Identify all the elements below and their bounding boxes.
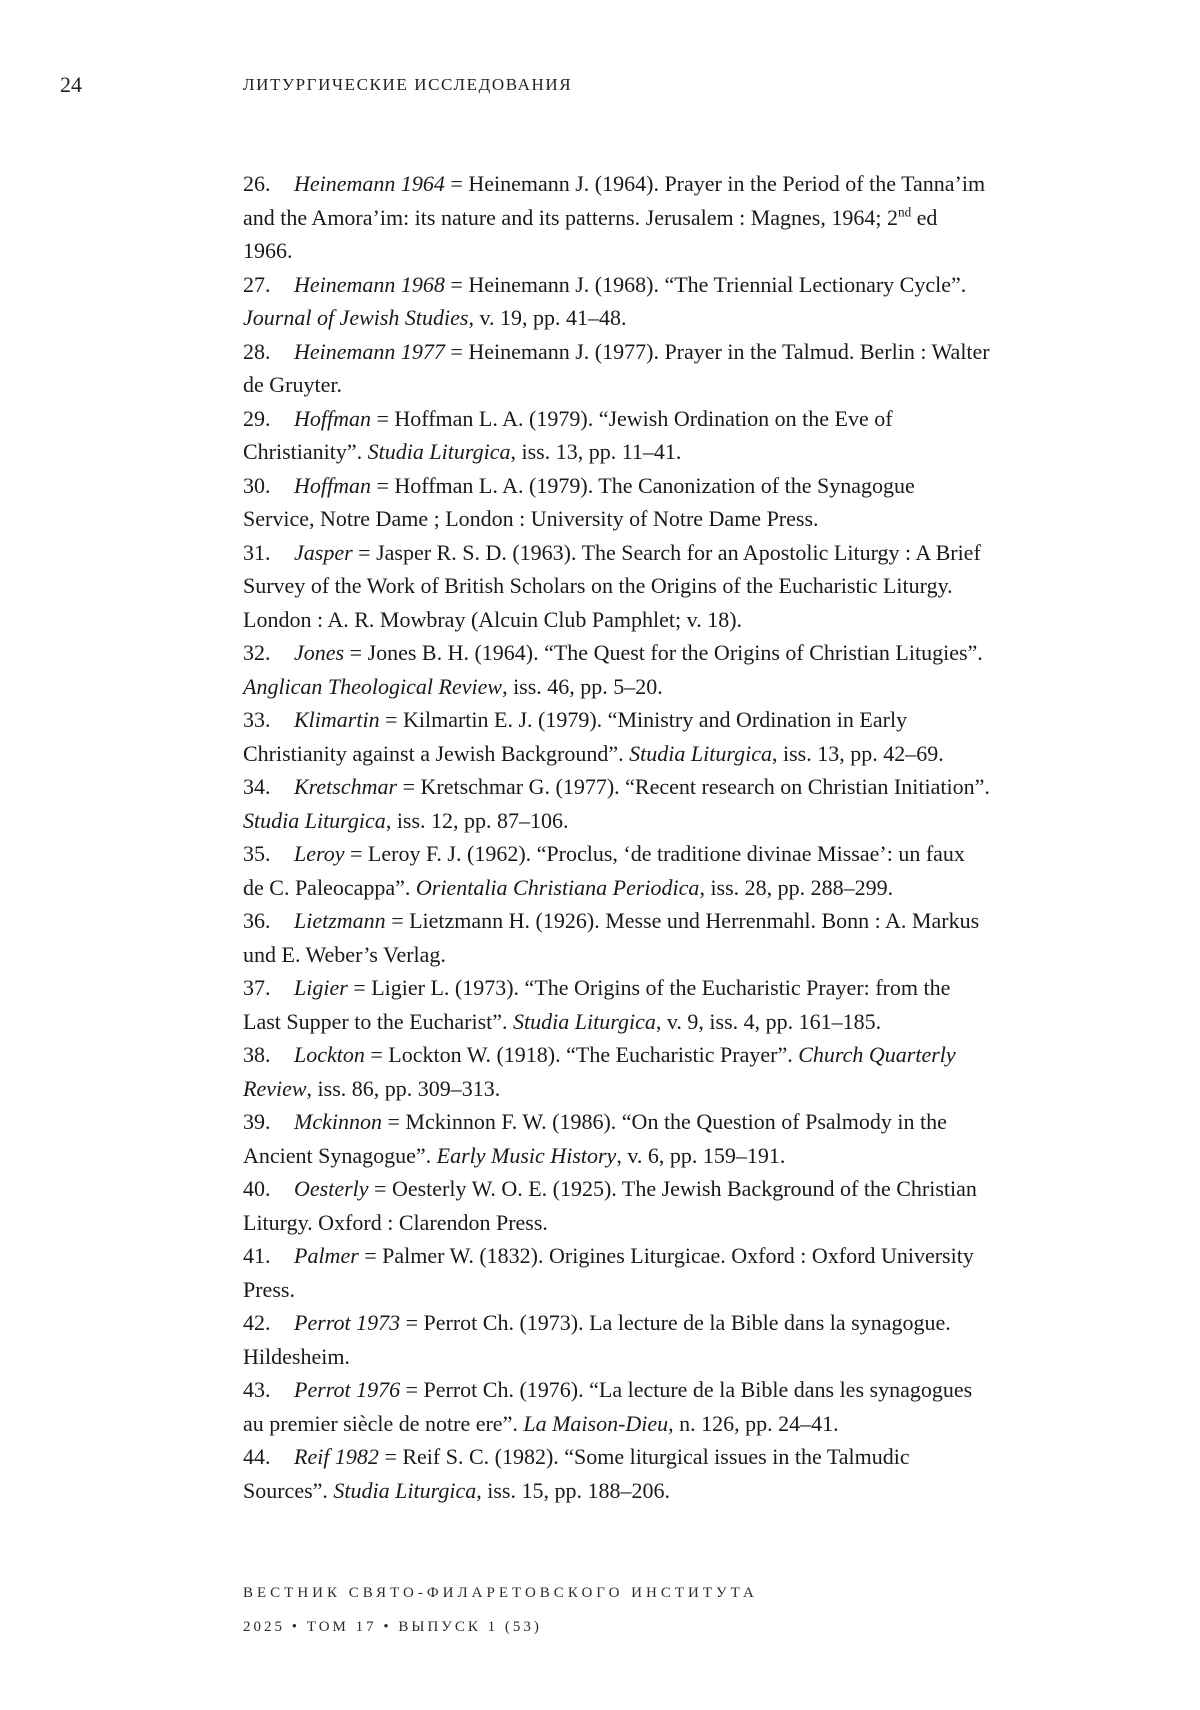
ordinal-superscript: nd bbox=[897, 204, 912, 220]
reference-entry bbox=[243, 1105, 991, 1172]
reference-entry bbox=[243, 636, 991, 703]
text-segment: , n. 126, pp. 24–41. bbox=[668, 1410, 839, 1436]
text-segment: = Mckinnon F. W. (1986). “On the Question of Psalmody in the Ancient Synagogue”. bbox=[243, 1109, 947, 1168]
issue-line: 2025 • ТОМ 17 • ВЫПУСК 1 (53) bbox=[243, 1619, 542, 1635]
reference-text bbox=[243, 975, 950, 1034]
reference-number: 40. bbox=[243, 1176, 271, 1201]
reference-text bbox=[243, 774, 990, 833]
text-segment: ed 1966. bbox=[243, 204, 938, 263]
reference-number: 30. bbox=[243, 472, 271, 498]
reference-list bbox=[243, 167, 991, 1507]
italic-segment: Hoffman bbox=[294, 472, 371, 498]
running-header bbox=[0, 72, 1200, 100]
reference-text bbox=[243, 1444, 910, 1503]
reference-entry bbox=[243, 837, 991, 904]
text-segment: , iss. 12, pp. 87–106. bbox=[385, 807, 569, 833]
reference-number: 41. bbox=[243, 1243, 271, 1268]
reference-entry bbox=[243, 1373, 991, 1440]
italic-segment: Oesterly bbox=[294, 1176, 369, 1201]
reference-entry bbox=[243, 536, 991, 637]
italic-segment: Journal of Jewish Studies bbox=[243, 305, 469, 330]
page-footer bbox=[243, 1585, 758, 1636]
italic-segment: Klimartin bbox=[294, 707, 380, 732]
text-segment: = Lockton W. (1918). “The Eucharistic Prayer”. bbox=[364, 1042, 799, 1067]
reference-number: 27. bbox=[243, 271, 271, 297]
reference-entry bbox=[243, 1172, 991, 1239]
reference-text bbox=[243, 473, 915, 532]
text-segment: , v. 9, iss. 4, pp. 161–185. bbox=[655, 1008, 882, 1034]
reference-number: 44. bbox=[243, 1444, 271, 1469]
reference-entry bbox=[243, 703, 991, 770]
reference-text bbox=[243, 1243, 974, 1302]
reference-text bbox=[243, 272, 966, 331]
italic-segment: Ligier bbox=[294, 975, 348, 1000]
italic-segment: Heinemann 1977 bbox=[294, 338, 445, 364]
text-segment: = Perrot Ch. (1973). La lecture de la Bible dans la synagogue. Hildesheim. bbox=[243, 1310, 951, 1369]
italic-segment: Anglican Theological Review bbox=[243, 673, 503, 699]
reference-entry bbox=[243, 268, 991, 335]
text-segment: = Palmer W. (1832). Origines Liturgicae. Oxford : Oxford University Press. bbox=[243, 1243, 974, 1302]
reference-entry bbox=[243, 469, 991, 536]
italic-segment: Studia Liturgica bbox=[513, 1008, 656, 1034]
reference-text bbox=[243, 707, 944, 766]
running-title: ЛИТУРГИЧЕСКИЕ ИССЛЕДОВАНИЯ bbox=[243, 75, 573, 94]
text-segment: , v. 19, pp. 41–48. bbox=[468, 305, 627, 330]
text-segment: , iss. 86, pp. 309–313. bbox=[306, 1075, 501, 1101]
text-segment: , iss. 13, pp. 11–41. bbox=[510, 439, 682, 464]
italic-segment: Kretschmar bbox=[294, 774, 398, 799]
reference-text bbox=[243, 540, 981, 632]
reference-text bbox=[243, 841, 965, 900]
reference-number: 33. bbox=[243, 707, 271, 732]
journal-title: ВЕСТНИК СВЯТО-ФИЛАРЕТОВСКОГО ИНСТИТУТА bbox=[243, 1585, 758, 1601]
reference-number: 34. bbox=[243, 774, 271, 799]
reference-text bbox=[243, 171, 985, 263]
italic-segment: Orientalia Christiana Periodica bbox=[415, 874, 700, 900]
italic-segment: Heinemann 1964 bbox=[294, 171, 445, 196]
italic-segment: Church Quarterly Review bbox=[243, 1042, 956, 1101]
reference-entry bbox=[243, 167, 991, 268]
reference-text bbox=[243, 1176, 977, 1235]
italic-segment: Early Music History bbox=[436, 1142, 617, 1168]
reference-number: 28. bbox=[243, 338, 271, 364]
text-segment: = Kilmartin E. J. (1979). “Ministry and Ordination in Early Christianity against a Jewish Background”. bbox=[243, 707, 908, 766]
italic-segment: La Maison-Dieu bbox=[523, 1410, 669, 1436]
text-segment: = Jones B. H. (1964). “The Quest for the Origins of Christian Litugies”. bbox=[344, 640, 983, 665]
italic-segment: Jasper bbox=[294, 539, 353, 565]
reference-text bbox=[243, 1310, 951, 1369]
reference-number: 26. bbox=[243, 171, 271, 196]
text-segment: = Hoffman L. A. (1979). “Jewish Ordination on the Eve of Christianity”. bbox=[243, 405, 893, 464]
reference-text bbox=[243, 1377, 972, 1436]
reference-entry bbox=[243, 335, 991, 402]
text-segment: , v. 6, pp. 159–191. bbox=[616, 1142, 786, 1168]
italic-segment: Mckinnon bbox=[294, 1109, 382, 1134]
reference-entry bbox=[243, 402, 991, 469]
reference-number: 43. bbox=[243, 1377, 271, 1402]
italic-segment: Hoffman bbox=[294, 405, 371, 431]
reference-text bbox=[243, 339, 990, 398]
text-segment: , iss. 28, pp. 288–299. bbox=[699, 874, 894, 900]
italic-segment: Studia Liturgica bbox=[629, 740, 772, 766]
italic-segment: Reif 1982 bbox=[294, 1444, 379, 1469]
reference-text bbox=[243, 908, 979, 967]
text-segment: = Heinemann J. (1977). Prayer in the Talmud. Berlin : Walter de Gruyter. bbox=[243, 338, 990, 397]
reference-entry bbox=[243, 1038, 991, 1105]
reference-number: 37. bbox=[243, 975, 271, 1000]
italic-segment: Leroy bbox=[294, 841, 345, 866]
text-segment: = Hoffman L. A. (1979). The Canonization of the Synagogue Service, Notre Dame ; London : University of Notre Dame Press. bbox=[243, 472, 915, 531]
reference-entry bbox=[243, 904, 991, 971]
reference-number: 38. bbox=[243, 1042, 271, 1067]
italic-segment: Jones bbox=[294, 640, 345, 665]
italic-segment: Studia Liturgica bbox=[243, 807, 386, 833]
text-segment: = Heinemann J. (1968). “The Triennial Lectionary Cycle”. bbox=[444, 271, 967, 297]
italic-segment: Palmer bbox=[294, 1243, 359, 1268]
reference-number: 35. bbox=[243, 841, 271, 866]
reference-text bbox=[243, 1109, 947, 1168]
italic-segment: Studia Liturgica bbox=[367, 439, 511, 464]
text-segment: = Oesterly W. O. E. (1925). The Jewish Background of the Christian Liturgy. Oxford : Clarendon Press. bbox=[243, 1176, 977, 1235]
italic-segment: Lietzmann bbox=[294, 908, 386, 933]
reference-entry bbox=[243, 1239, 991, 1306]
text-segment: = Heinemann J. (1964). Prayer in the Period of the Tanna’im and the Amora’im: its nature and its patterns. Jerusalem : Magnes, 1964; 2 bbox=[243, 171, 986, 230]
reference-text bbox=[243, 640, 983, 699]
text-segment: = Ligier L. (1973). “The Origins of the Eucharistic Prayer: from the Last Supper to the Eucharist”. bbox=[243, 975, 951, 1034]
text-segment: = Jasper R. S. D. (1963). The Search for an Apostolic Liturgy : A Brief Survey of the Work of British Scholars on the Origins of the Eucharistic Liturgy. London : A. R. Mowbray (Alcuin Club Pamphlet; v. 18). bbox=[243, 539, 981, 632]
reference-text bbox=[243, 406, 893, 465]
page-number: 24 bbox=[60, 72, 82, 97]
italic-segment: Perrot 1976 bbox=[294, 1377, 401, 1402]
reference-entry bbox=[243, 1440, 991, 1507]
text-segment: , iss. 15, pp. 188–206. bbox=[476, 1477, 670, 1503]
reference-number: 32. bbox=[243, 640, 271, 665]
text-segment: , iss. 13, pp. 42–69. bbox=[771, 740, 944, 766]
reference-entry bbox=[243, 770, 991, 837]
reference-entry bbox=[243, 971, 991, 1038]
reference-text bbox=[243, 1042, 956, 1101]
reference-number: 29. bbox=[243, 405, 271, 431]
text-segment: = Perrot Ch. (1976). “La lecture de la Bible dans les synagogues au premier siècle de notre ere”. bbox=[243, 1377, 973, 1436]
reference-number: 31. bbox=[243, 539, 271, 565]
italic-segment: Lockton bbox=[294, 1042, 365, 1067]
reference-entry bbox=[243, 1306, 991, 1373]
reference-number: 42. bbox=[243, 1310, 271, 1335]
text-segment: , iss. 46, pp. 5–20. bbox=[502, 673, 663, 699]
italic-segment: Studia Liturgica bbox=[333, 1477, 477, 1503]
reference-number: 39. bbox=[243, 1109, 271, 1134]
text-segment: = Leroy F. J. (1962). “Proclus, ‘de traditione divinae Missae’: un faux de C. Paleocappa”. bbox=[243, 841, 965, 900]
reference-number: 36. bbox=[243, 908, 271, 933]
text-segment: = Lietzmann H. (1926). Messe und Herrenmahl. Bonn : A. Markus und E. Weber’s Verlag. bbox=[243, 908, 980, 967]
text-segment: = Reif S. C. (1982). “Some liturgical issues in the Talmudic Sources”. bbox=[243, 1444, 910, 1503]
italic-segment: Heinemann 1968 bbox=[294, 271, 445, 297]
italic-segment: Perrot 1973 bbox=[294, 1310, 401, 1335]
text-segment: = Kretschmar G. (1977). “Recent research on Christian Initiation”. bbox=[397, 774, 990, 799]
